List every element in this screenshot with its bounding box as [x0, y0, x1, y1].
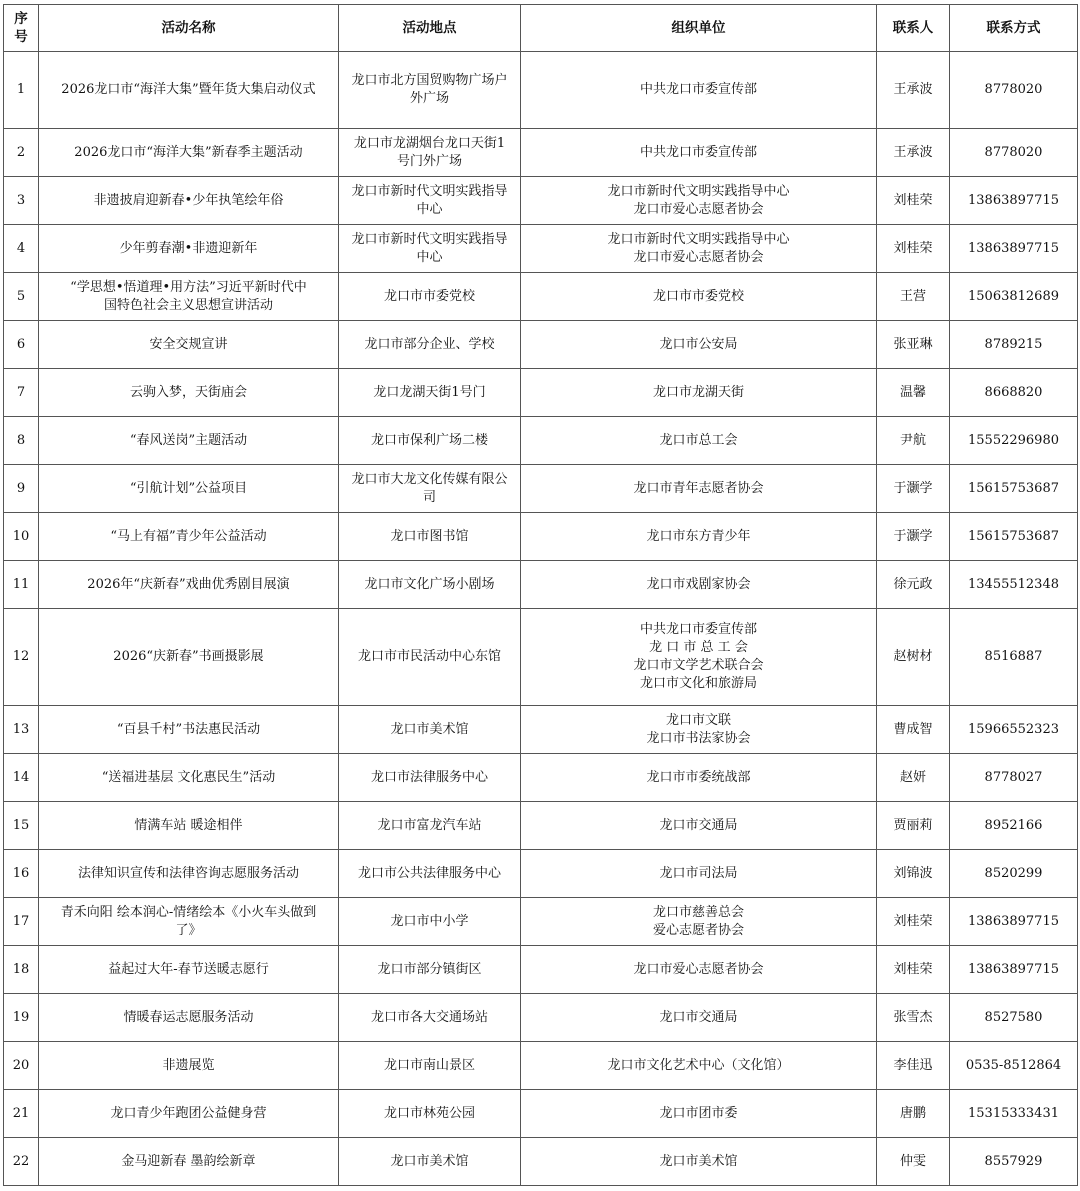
row-number: 5: [4, 273, 39, 321]
organizer: [521, 802, 877, 850]
row-number: 21: [4, 1090, 39, 1138]
table-row: [4, 946, 1078, 994]
organizer-line: 龙口市文学艺术联合会: [633, 658, 764, 673]
contact-person: 刘桂荣: [877, 225, 950, 273]
table-row: [4, 802, 1078, 850]
header-activity-name: 活动名称: [39, 5, 339, 52]
organizer-line: 龙口市美术馆: [659, 1153, 738, 1169]
organizer-line: 龙口市爱心志愿者协会: [633, 961, 764, 977]
activity-name-line: 2026龙口市“海洋大集”暨年货大集启动仪式: [61, 82, 316, 97]
row-number: 12: [4, 609, 39, 706]
row-number: 18: [4, 946, 39, 994]
table-body: [4, 52, 1078, 1186]
organizer: [521, 177, 877, 225]
organizer-line: 龙口市戏剧家协会: [646, 576, 751, 592]
organizer-line: 龙口市爱心志愿者协会: [633, 249, 764, 265]
activity-location: [339, 177, 521, 225]
activity-name-line: 益起过大年-春节送暖志愿行: [108, 961, 269, 977]
contact-person: 仲雯: [877, 1138, 950, 1186]
table-row: [4, 706, 1078, 754]
row-number: 11: [4, 561, 39, 609]
organizer-line: 龙口市爱心志愿者协会: [633, 201, 764, 217]
activity-location-line: 龙口市大龙文化传媒有限公: [351, 471, 508, 487]
contact-phone: 15615753687: [950, 465, 1078, 513]
activity-location-line: 龙口市公共法律服务中心: [357, 865, 501, 881]
activity-location: [339, 52, 521, 129]
activity-location: [339, 465, 521, 513]
activity-name: [39, 417, 339, 465]
activity-name: [39, 513, 339, 561]
contact-person: 刘桂荣: [877, 177, 950, 225]
contact-phone: 8668820: [950, 369, 1078, 417]
header-no: 序号: [4, 5, 39, 52]
organizer-line: 龙口市交通局: [659, 817, 738, 833]
activity-name-line: 云驹入梦，天街庙会: [129, 384, 247, 400]
activity-location: [339, 273, 521, 321]
organizer: [521, 129, 877, 177]
row-number: 15: [4, 802, 39, 850]
contact-person: 刘桂荣: [877, 898, 950, 946]
contact-phone: 8789215: [950, 321, 1078, 369]
contact-phone: 8527580: [950, 994, 1078, 1042]
activity-name: [39, 754, 339, 802]
row-number: 9: [4, 465, 39, 513]
activity-location-line: 龙口市新时代文明实践指导: [351, 231, 508, 247]
contact-phone: 8516887: [950, 609, 1078, 706]
activity-name-line: 青禾向阳 绘本润心-情绪绘本《小火车头做到: [60, 904, 317, 920]
table-row: [4, 129, 1078, 177]
activity-name: [39, 898, 339, 946]
activity-location-line: 龙口市部分企业、学校: [364, 336, 495, 352]
activity-location: [339, 129, 521, 177]
organizer-line: 龙口市新时代文明实践指导中心: [607, 231, 790, 247]
organizer-line: 龙口市东方青少年: [646, 528, 751, 544]
row-number: 17: [4, 898, 39, 946]
activity-name: [39, 273, 339, 321]
contact-person: 曹成智: [877, 706, 950, 754]
row-number: 6: [4, 321, 39, 369]
organizer-line: 龙口市文联: [665, 712, 731, 728]
table-row: [4, 513, 1078, 561]
contact-phone: 15615753687: [950, 513, 1078, 561]
contact-phone: 13863897715: [950, 946, 1078, 994]
contact-person: 李佳迅: [877, 1042, 950, 1090]
organizer-line: 爱心志愿者协会: [652, 922, 744, 938]
activity-location: [339, 321, 521, 369]
activity-location: [339, 1090, 521, 1138]
activity-name: [39, 802, 339, 850]
organizer-line: 龙口市市委统战部: [646, 769, 751, 785]
activity-location-line: 中心: [416, 201, 443, 217]
organizer-line: 龙口市总工会: [659, 432, 738, 448]
activity-name: [39, 177, 339, 225]
contact-person: 王承波: [877, 52, 950, 129]
header-location: 活动地点: [339, 5, 521, 52]
organizer-line: 龙口市书法家协会: [646, 730, 751, 746]
activity-name-line: 国特色社会主义思想宣讲活动: [103, 297, 273, 313]
activity-location-line: 号门外广场: [396, 153, 462, 169]
contact-person: 赵树材: [877, 609, 950, 706]
activity-location-line: 龙口市市民活动中心东馆: [357, 649, 501, 664]
activity-name: [39, 465, 339, 513]
activity-location-line: 龙口市北方国贸购物广场户: [351, 73, 508, 88]
table-row: [4, 273, 1078, 321]
activity-name-line: “学思想•悟道理•用方法”习近平新时代中: [70, 279, 307, 295]
contact-phone: 13863897715: [950, 225, 1078, 273]
organizer: [521, 225, 877, 273]
row-number: 20: [4, 1042, 39, 1090]
row-number: 8: [4, 417, 39, 465]
activity-name-line: 少年剪春潮•非遗迎新年: [119, 240, 258, 256]
contact-phone: 15063812689: [950, 273, 1078, 321]
activity-name: [39, 946, 339, 994]
activity-name-line: 龙口青少年跑团公益健身营: [110, 1105, 267, 1121]
activity-name: [39, 561, 339, 609]
contact-phone: 0535-8512864: [950, 1042, 1078, 1090]
row-number: 2: [4, 129, 39, 177]
organizer-line: 中共龙口市委宣传部: [639, 144, 757, 160]
contact-phone: 8557929: [950, 1138, 1078, 1186]
activity-location: [339, 946, 521, 994]
activity-location-line: 龙口市市委党校: [383, 288, 475, 304]
activity-location: [339, 609, 521, 706]
activity-location-line: 外广场: [409, 91, 449, 106]
organizer: [521, 273, 877, 321]
activity-name: [39, 706, 339, 754]
activity-location-line: 龙口市南山景区: [383, 1057, 475, 1073]
organizer-line: 龙 口 市 总 工 会: [649, 640, 748, 655]
contact-person: 张雪杰: [877, 994, 950, 1042]
row-number: 10: [4, 513, 39, 561]
activity-name: [39, 1138, 339, 1186]
activity-name-line: 2026“庆新春”书画摄影展: [113, 649, 264, 664]
activity-name: [39, 609, 339, 706]
activity-name-line: 了》: [175, 922, 202, 938]
organizer: [521, 609, 877, 706]
contact-phone: 13863897715: [950, 177, 1078, 225]
activity-location: [339, 417, 521, 465]
contact-person: 王营: [877, 273, 950, 321]
activity-location: [339, 706, 521, 754]
activity-location: [339, 369, 521, 417]
contact-person: 徐元政: [877, 561, 950, 609]
activity-name-line: 金马迎新春 墨韵绘新章: [121, 1153, 256, 1169]
table-row: [4, 1138, 1078, 1186]
activity-name-line: 情满车站 暖途相伴: [134, 817, 243, 833]
organizer: [521, 513, 877, 561]
header-organizer: 组织单位: [521, 5, 877, 52]
organizer-line: 龙口市司法局: [659, 865, 738, 881]
organizer-line: 龙口市龙湖天街: [652, 384, 744, 400]
organizer-line: 中共龙口市委宣传部: [639, 82, 757, 97]
activity-location-line: 龙口市部分镇街区: [377, 961, 482, 977]
activity-location-line: 司: [422, 489, 436, 505]
activity-location-line: 龙口市富龙汽车站: [377, 817, 482, 833]
table-row: [4, 754, 1078, 802]
activity-name: [39, 52, 339, 129]
activity-location-line: 龙口市中小学: [390, 913, 469, 929]
activity-location-line: 龙口市文化广场小剧场: [364, 576, 495, 592]
activity-location-line: 龙口市林苑公园: [383, 1105, 475, 1121]
activity-location: [339, 994, 521, 1042]
activity-name-line: 情暖春运志愿服务活动: [123, 1009, 254, 1025]
activity-name: [39, 321, 339, 369]
contact-person: 贾丽莉: [877, 802, 950, 850]
row-number: 19: [4, 994, 39, 1042]
activity-name-line: 非遗披肩迎新春•少年执笔绘年俗: [93, 192, 284, 208]
activity-location-line: 龙口市龙湖烟台龙口天街1: [353, 135, 506, 151]
row-number: 3: [4, 177, 39, 225]
activity-location-line: 龙口市新时代文明实践指导: [351, 183, 508, 199]
activity-name-line: 安全交规宣讲: [149, 336, 228, 352]
table-row: [4, 850, 1078, 898]
activity-name: [39, 994, 339, 1042]
table-row: [4, 609, 1078, 706]
activity-location: [339, 225, 521, 273]
activity-name-line: “春风送岗”主题活动: [129, 432, 248, 448]
organizer-line: 龙口市市委党校: [652, 288, 744, 304]
contact-person: 赵妍: [877, 754, 950, 802]
organizer-line: 龙口市青年志愿者协会: [633, 480, 764, 496]
activity-name-line: 非遗展览: [162, 1057, 215, 1073]
activity-name-line: 2026年“庆新春”戏曲优秀剧目展演: [87, 576, 290, 592]
activity-table: [3, 4, 1078, 1186]
activity-location-line: 龙口市各大交通场站: [370, 1009, 488, 1025]
contact-phone: 8778020: [950, 129, 1078, 177]
table-row: [4, 465, 1078, 513]
activity-name-line: 法律知识宣传和法律咨询志愿服务活动: [77, 865, 299, 881]
table-row: [4, 1042, 1078, 1090]
activity-location-line: 中心: [416, 249, 443, 265]
organizer: [521, 1090, 877, 1138]
organizer-line: 龙口市新时代文明实践指导中心: [607, 183, 790, 199]
table-row: [4, 994, 1078, 1042]
contact-person: 王承波: [877, 129, 950, 177]
row-number: 4: [4, 225, 39, 273]
activity-location-line: 龙口市保利广场二楼: [370, 432, 488, 448]
organizer-line: 龙口市慈善总会: [652, 904, 744, 920]
activity-name-line: “送福进基层 文化惠民生”活动: [101, 769, 276, 785]
row-number: 22: [4, 1138, 39, 1186]
table-row: [4, 52, 1078, 129]
organizer: [521, 994, 877, 1042]
activity-name-line: “引航计划”公益项目: [129, 480, 248, 496]
activity-location-line: 龙口市法律服务中心: [370, 769, 488, 785]
activity-name-line: 2026龙口市“海洋大集”新春季主题活动: [74, 144, 303, 160]
activity-name: [39, 369, 339, 417]
contact-person: 温馨: [877, 369, 950, 417]
activity-location: [339, 1138, 521, 1186]
activity-name-line: “马上有福”青少年公益活动: [110, 528, 267, 544]
table-row: [4, 177, 1078, 225]
contact-person: 张亚琳: [877, 321, 950, 369]
organizer: [521, 754, 877, 802]
activity-location: [339, 1042, 521, 1090]
organizer: [521, 369, 877, 417]
contact-person: 于灏学: [877, 465, 950, 513]
contact-phone: 8952166: [950, 802, 1078, 850]
table-row: [4, 321, 1078, 369]
activity-location-line: 龙口市美术馆: [390, 721, 469, 737]
contact-phone: 8520299: [950, 850, 1078, 898]
organizer: [521, 321, 877, 369]
row-number: 16: [4, 850, 39, 898]
organizer: [521, 898, 877, 946]
activity-name: [39, 850, 339, 898]
activity-location: [339, 850, 521, 898]
organizer: [521, 1042, 877, 1090]
contact-person: 刘桂荣: [877, 946, 950, 994]
table-row: [4, 898, 1078, 946]
activity-location: [339, 898, 521, 946]
organizer-line: 龙口市公安局: [659, 336, 738, 352]
organizer: [521, 52, 877, 129]
activity-location: [339, 754, 521, 802]
activity-name: [39, 129, 339, 177]
activity-location-line: 龙口市美术馆: [390, 1153, 469, 1169]
organizer: [521, 706, 877, 754]
contact-phone: 15966552323: [950, 706, 1078, 754]
contact-person: 尹航: [877, 417, 950, 465]
row-number: 13: [4, 706, 39, 754]
organizer: [521, 946, 877, 994]
contact-person: 于灏学: [877, 513, 950, 561]
contact-person: 唐鹏: [877, 1090, 950, 1138]
organizer-line: 龙口市文化艺术中心（文化馆）: [607, 1057, 790, 1073]
organizer-line: 中共龙口市委宣传部: [639, 622, 757, 637]
organizer: [521, 1138, 877, 1186]
row-number: 14: [4, 754, 39, 802]
header-phone: 联系方式: [950, 5, 1078, 52]
organizer: [521, 561, 877, 609]
contact-phone: 15315333431: [950, 1090, 1078, 1138]
activity-name: [39, 225, 339, 273]
organizer: [521, 850, 877, 898]
contact-phone: 13455512348: [950, 561, 1078, 609]
activity-location: [339, 513, 521, 561]
organizer-line: 龙口市文化和旅游局: [639, 676, 757, 691]
activity-location: [339, 802, 521, 850]
contact-phone: 8778020: [950, 52, 1078, 129]
activity-location-line: 龙口市图书馆: [390, 528, 469, 544]
activity-name: [39, 1042, 339, 1090]
organizer-line: 龙口市交通局: [659, 1009, 738, 1025]
organizer: [521, 417, 877, 465]
contact-person: 刘锦波: [877, 850, 950, 898]
table-row: [4, 417, 1078, 465]
row-number: 7: [4, 369, 39, 417]
activity-location-line: 龙口龙湖天街1号门: [373, 384, 486, 400]
table-row: [4, 561, 1078, 609]
activity-name-line: “百县千村”书法惠民活动: [116, 721, 261, 737]
organizer-line: 龙口市团市委: [659, 1105, 738, 1121]
header-contact: 联系人: [877, 5, 950, 52]
contact-phone: 15552296980: [950, 417, 1078, 465]
table-row: [4, 1090, 1078, 1138]
contact-phone: 13863897715: [950, 898, 1078, 946]
activity-name: [39, 1090, 339, 1138]
organizer: [521, 465, 877, 513]
table-row: [4, 369, 1078, 417]
row-number: 1: [4, 52, 39, 129]
header-row: [4, 5, 1078, 52]
contact-phone: 8778027: [950, 754, 1078, 802]
activity-location: [339, 561, 521, 609]
table-row: [4, 225, 1078, 273]
